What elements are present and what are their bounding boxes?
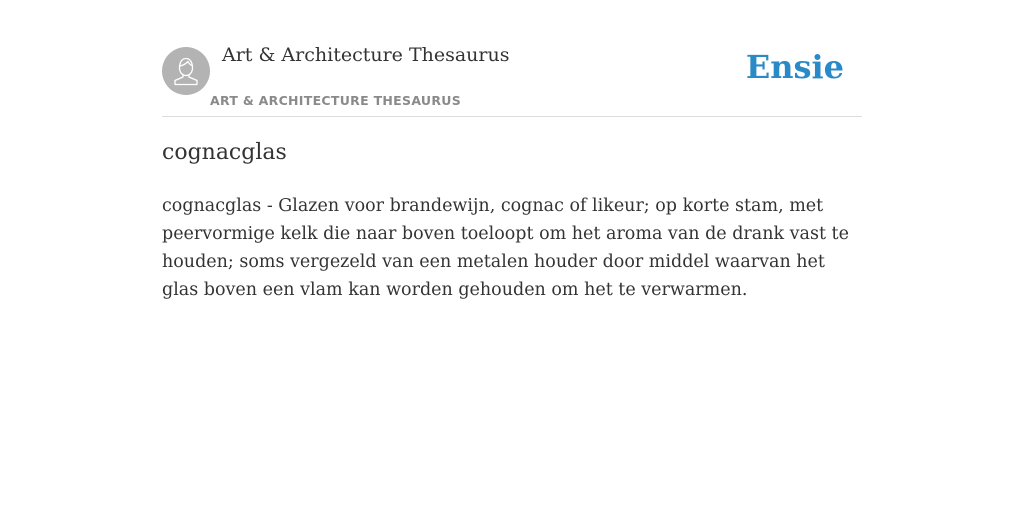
ensie-logo[interactable]: Ensie — [745, 48, 844, 86]
entry-term: cognacglas — [162, 140, 287, 165]
source-avatar[interactable] — [162, 47, 210, 95]
source-name-link[interactable]: Art & Architecture Thesaurus — [222, 44, 510, 66]
entry-definition: cognacglas - Glazen voor brandewijn, cognac of likeur; op korte stam, met peervormige kelk die naar boven toeloopt om het aroma van de drank vast te houden; soms vergezeld van een metalen houder door middel waarvan het glas boven een vlam kan worden gehouden om het te verwarmen. — [162, 196, 849, 300]
person-icon — [162, 47, 210, 95]
source-subtitle-link[interactable]: ART & ARCHITECTURE THESAURUS — [210, 93, 462, 108]
source-header — [162, 0, 862, 117]
